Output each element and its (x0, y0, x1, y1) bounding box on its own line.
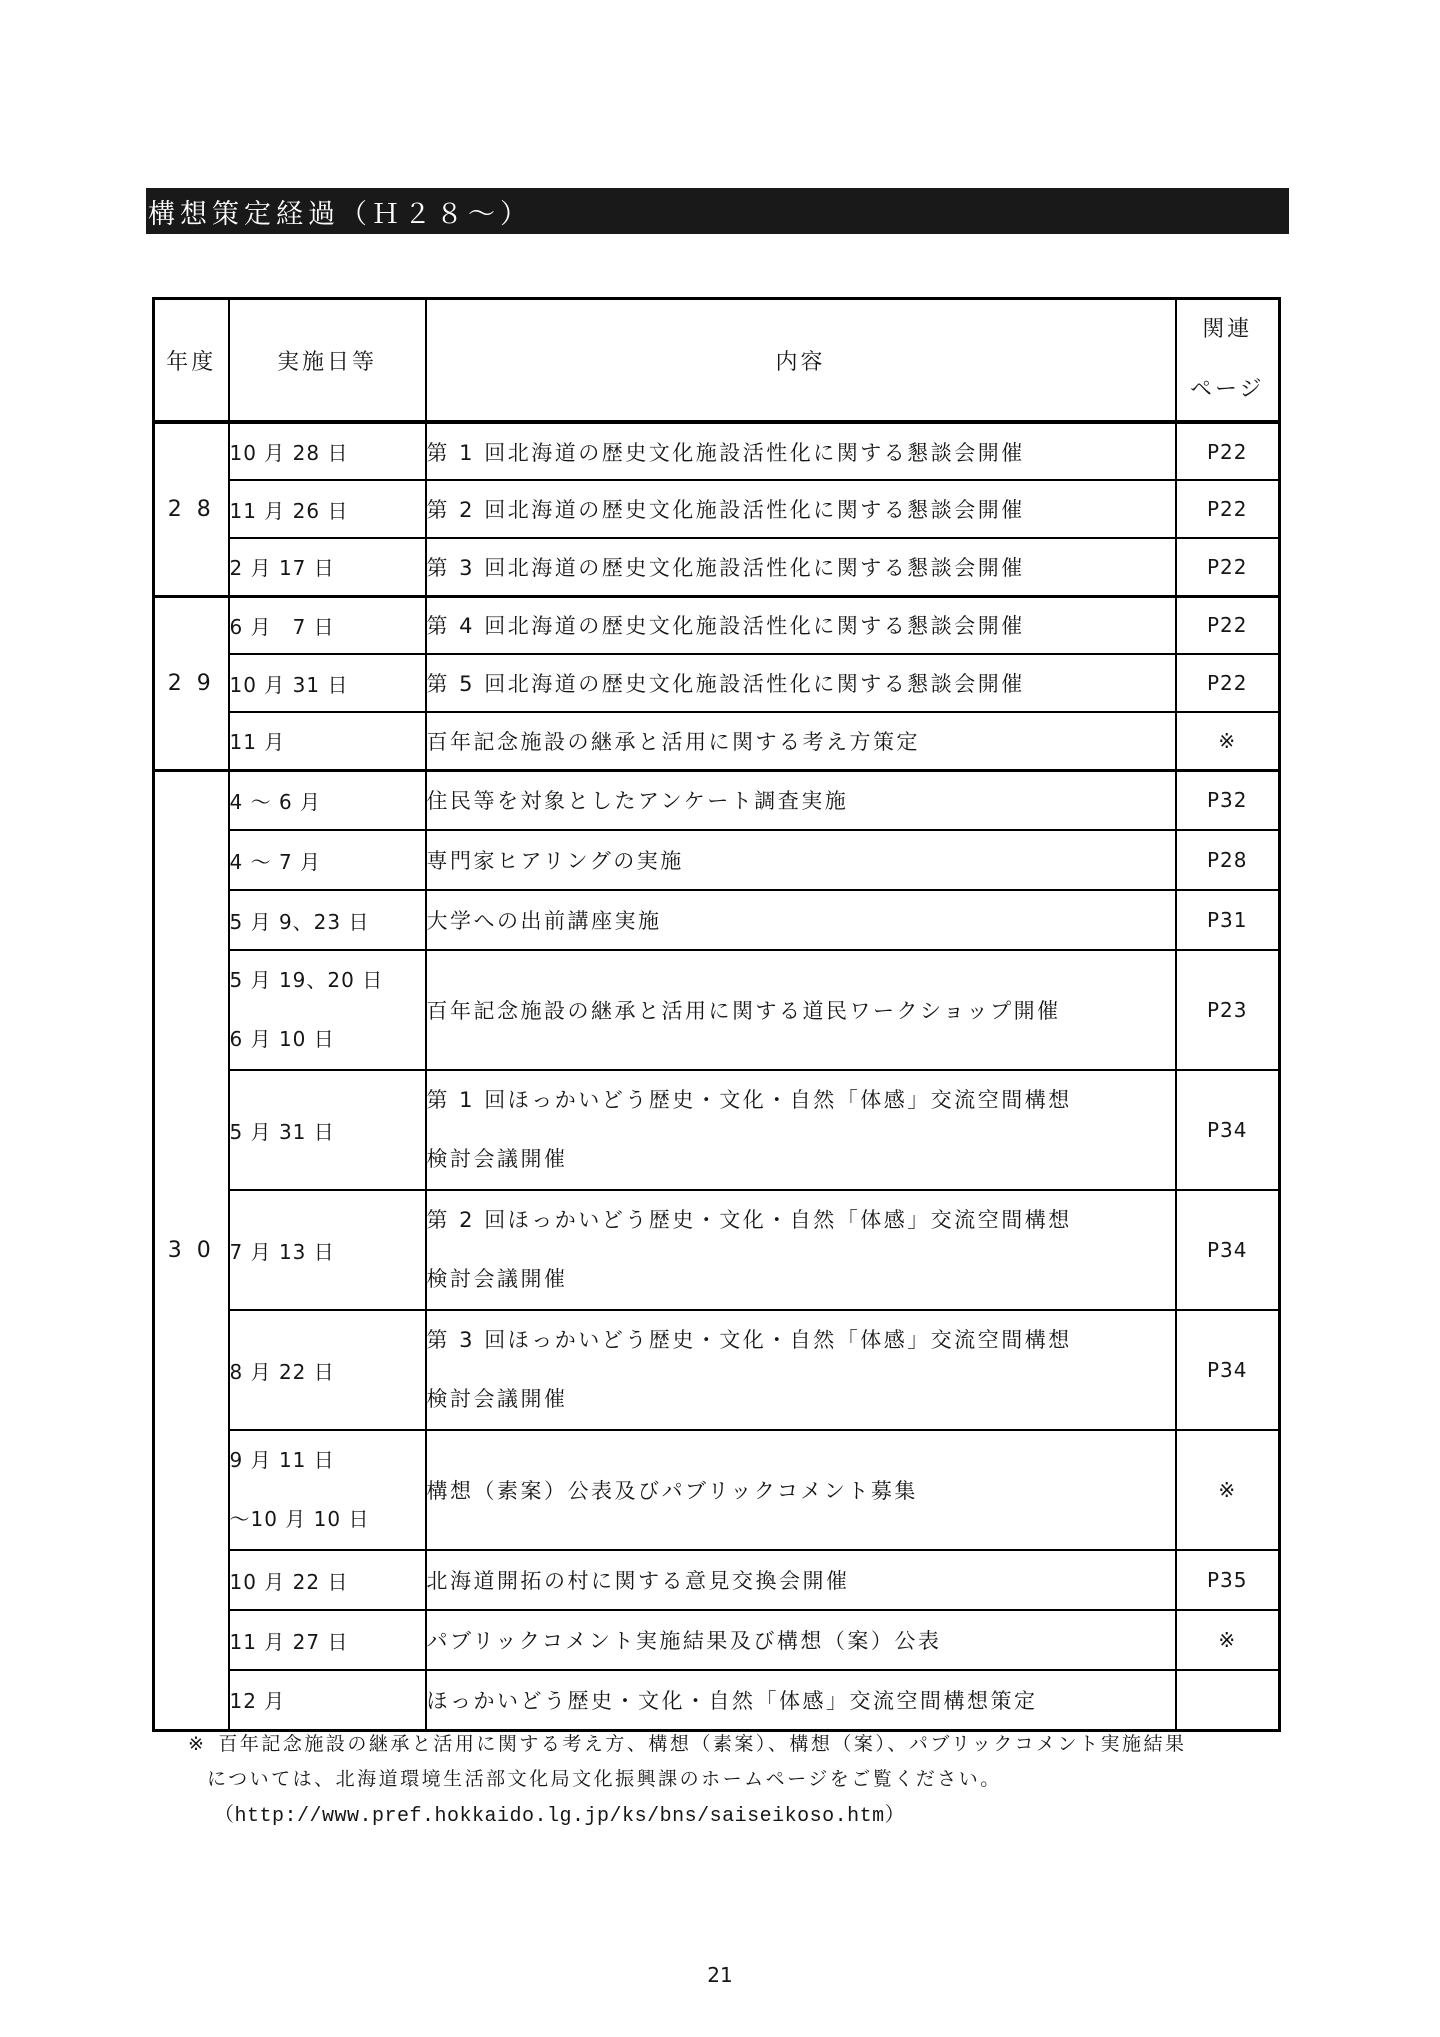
header-content: 内容 (426, 299, 1176, 423)
table-row (154, 1430, 1280, 1550)
table-row (154, 1310, 1280, 1430)
table-row (154, 830, 1280, 890)
date-line: 6 月 10 日 (229, 1027, 335, 1051)
date-cell: 4 ～ 6 月 (229, 770, 426, 830)
header-year: 年度 (154, 299, 229, 423)
footnote-url: （http://www.pref.hokkaido.lg.jp/ks/bns/saiseikoso.htm） (214, 1805, 906, 1828)
table-row (154, 654, 1280, 712)
table-row (154, 422, 1280, 480)
page-ref-cell: P35 (1176, 1550, 1280, 1610)
date-cell: 4 ～ 7 月 (229, 830, 426, 890)
table-header-row (154, 299, 1280, 423)
content-cell: 第 4 回北海道の歴史文化施設活性化に関する懇談会開催 (426, 596, 1176, 654)
header-page (1176, 299, 1280, 423)
page-ref-cell: ※ (1176, 712, 1280, 770)
date-cell (229, 1430, 426, 1550)
content-cell: 北海道開拓の村に関する意見交換会開催 (426, 1550, 1176, 1610)
page-ref-cell: P22 (1176, 422, 1280, 480)
content-cell: ほっかいどう歴史・文化・自然「体感」交流空間構想策定 (426, 1670, 1176, 1730)
year-cell: 3 0 (154, 770, 229, 1730)
footnote-text-1: 百年記念施設の継承と活用に関する考え方、構想（素案）、構想（案）、パブリックコメント実施結果 (218, 1733, 1187, 1755)
year-cell: 2 9 (154, 596, 229, 770)
page-ref-cell: P34 (1176, 1310, 1280, 1430)
content-cell: 第 2 回北海道の歴史文化施設活性化に関する懇談会開催 (426, 480, 1176, 538)
section-title-bar (146, 188, 1289, 234)
table-row (154, 1190, 1280, 1310)
table-row (154, 538, 1280, 596)
content-cell: 住民等を対象としたアンケート調査実施 (426, 770, 1176, 830)
content-cell: 大学への出前講座実施 (426, 890, 1176, 950)
content-line: 第 3 回ほっかいどう歴史・文化・自然「体感」交流空間構想 (426, 1328, 1072, 1352)
table-row (154, 950, 1280, 1070)
page-ref-cell: P34 (1176, 1070, 1280, 1190)
date-cell: 5 月 9、23 日 (229, 890, 426, 950)
table-row (154, 890, 1280, 950)
page-ref-cell: P22 (1176, 654, 1280, 712)
page-ref-cell: P22 (1176, 538, 1280, 596)
content-cell: 百年記念施設の継承と活用に関する道民ワークショップ開催 (426, 950, 1176, 1070)
header-page-line2: ページ (1189, 377, 1265, 402)
page-ref-cell: P23 (1176, 950, 1280, 1070)
date-line: ～10 月 10 日 (229, 1507, 370, 1531)
table-row (154, 596, 1280, 654)
date-cell: 7 月 13 日 (229, 1190, 426, 1310)
page-ref-cell: P22 (1176, 480, 1280, 538)
header-date: 実施日等 (229, 299, 426, 423)
date-cell: 2 月 17 日 (229, 538, 426, 596)
page-ref-cell: P34 (1176, 1190, 1280, 1310)
page-ref-cell: P22 (1176, 596, 1280, 654)
content-line: 検討会議開催 (426, 1387, 568, 1411)
schedule-table (152, 297, 1281, 1732)
content-cell: 第 5 回北海道の歴史文化施設活性化に関する懇談会開催 (426, 654, 1176, 712)
date-cell: 10 月 28 日 (229, 422, 426, 480)
year-cell: 2 8 (154, 422, 229, 596)
date-cell: 10 月 22 日 (229, 1550, 426, 1610)
page-ref-cell: ※ (1176, 1610, 1280, 1670)
date-cell: 6 月 7 日 (229, 596, 426, 654)
page-ref-cell: ※ (1176, 1430, 1280, 1550)
footnote-marker: ※ (188, 1733, 207, 1755)
page-ref-cell: P28 (1176, 830, 1280, 890)
content-line: 第 2 回ほっかいどう歴史・文化・自然「体感」交流空間構想 (426, 1208, 1072, 1232)
content-line: 検討会議開催 (426, 1147, 568, 1171)
header-page-line1: 関連 (1202, 317, 1253, 342)
date-line: 9 月 11 日 (229, 1448, 335, 1472)
table-row (154, 1610, 1280, 1670)
date-line: 5 月 19、20 日 (229, 968, 384, 992)
date-cell: 5 月 31 日 (229, 1070, 426, 1190)
content-cell: 百年記念施設の継承と活用に関する考え方策定 (426, 712, 1176, 770)
content-cell (426, 1070, 1176, 1190)
date-cell: 12 月 (229, 1670, 426, 1730)
table-row (154, 480, 1280, 538)
content-cell: 第 1 回北海道の歴史文化施設活性化に関する懇談会開催 (426, 422, 1176, 480)
date-cell: 11 月 (229, 712, 426, 770)
date-cell: 8 月 22 日 (229, 1310, 426, 1430)
date-cell: 10 月 31 日 (229, 654, 426, 712)
content-cell: 構想（素案）公表及びパブリックコメント募集 (426, 1430, 1176, 1550)
page-ref-cell: P32 (1176, 770, 1280, 830)
footnote-line-2: については、北海道環境生活部文化局文化振興課のホームページをご覧ください。 (207, 1768, 1002, 1790)
table-row (154, 1070, 1280, 1190)
page-ref-cell: P31 (1176, 890, 1280, 950)
content-line: 第 1 回ほっかいどう歴史・文化・自然「体感」交流空間構想 (426, 1088, 1072, 1112)
content-cell (426, 1310, 1176, 1430)
table-row (154, 712, 1280, 770)
table-row (154, 1550, 1280, 1610)
page-ref-cell (1176, 1670, 1280, 1730)
content-line: 検討会議開催 (426, 1267, 568, 1291)
section-title: 構想策定経過（Ｈ２８～） (148, 198, 532, 230)
date-cell (229, 950, 426, 1070)
content-cell: 専門家ヒアリングの実施 (426, 830, 1176, 890)
content-cell: パブリックコメント実施結果及び構想（案）公表 (426, 1610, 1176, 1670)
table-row (154, 1670, 1280, 1730)
content-cell: 第 3 回北海道の歴史文化施設活性化に関する懇談会開催 (426, 538, 1176, 596)
content-cell (426, 1190, 1176, 1310)
date-cell: 11 月 26 日 (229, 480, 426, 538)
footnote-line-1 (188, 1729, 1187, 1756)
page-number: 21 (707, 1963, 733, 1987)
table-row (154, 770, 1280, 830)
date-cell: 11 月 27 日 (229, 1610, 426, 1670)
